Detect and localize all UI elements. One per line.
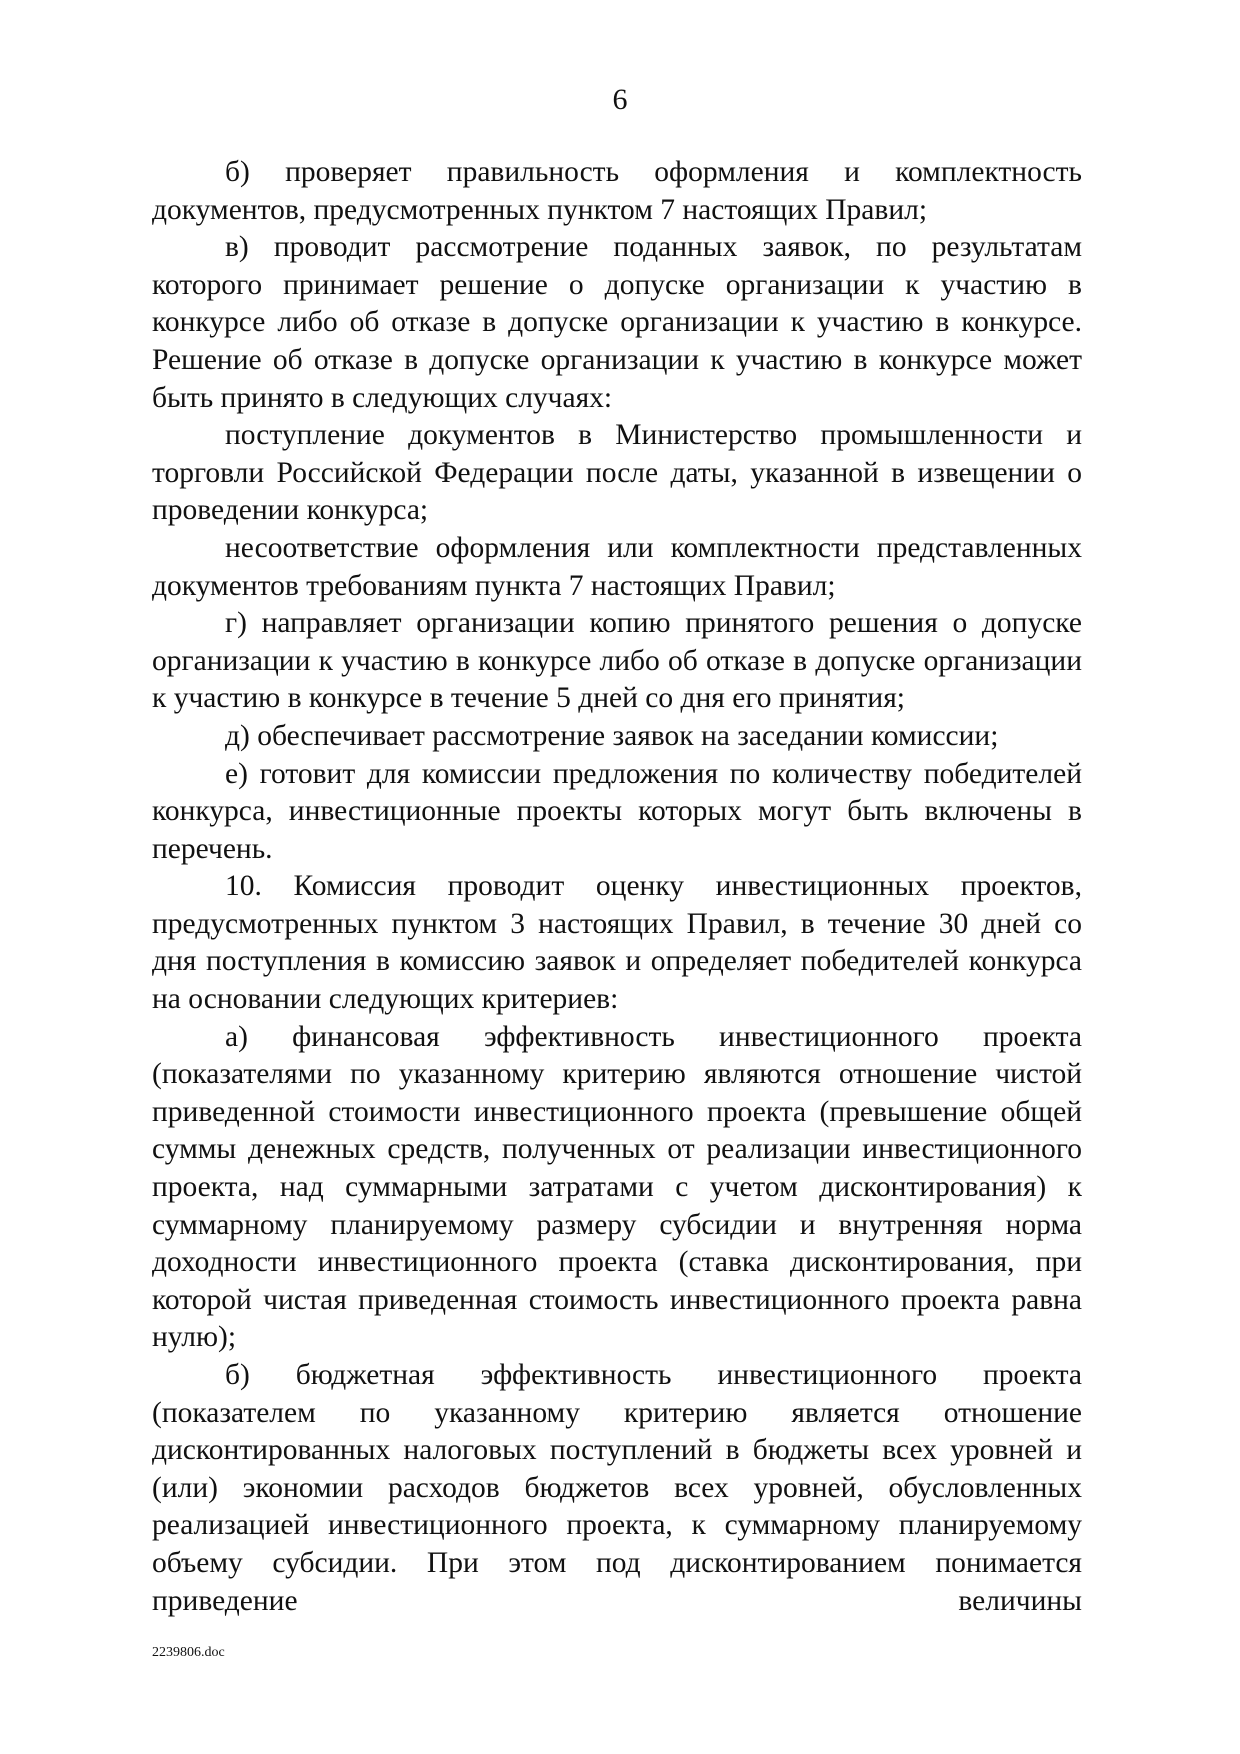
paragraph-case-1: поступление документов в Министерство промышленности и торговли Российской Федерации после даты, указанной в извещении о проведении конкурса; xyxy=(152,419,1082,527)
paragraph-case-2: несоответствие оформления или комплектности представленных документов требованиям пункта 7 настоящих Правил; xyxy=(152,531,1082,602)
page-number: 6 xyxy=(612,83,628,116)
document-body xyxy=(152,154,1082,1620)
paragraph-9e: е) готовит для комиссии предложения по количеству победителей конкурса, инвестиционные проекты которых могут быть включены в перечень. xyxy=(152,757,1082,865)
paragraph-9b: б) проверяет правильность оформления и комплектность документов, предусмотренных пунктом 7 настоящих Правил; xyxy=(152,156,1082,226)
paragraph-9d: д) обеспечивает рассмотрение заявок на заседании комиссии; xyxy=(225,719,999,752)
paragraph-10: 10. Комиссия проводит оценку инвестиционных проектов, предусмотренных пунктом 3 настоящих Правил, в течение 30 дней со дня поступления в комиссию заявок и определяет победителей конкурса на основании следующих критериев: xyxy=(152,870,1082,1016)
paragraph-10a: а) финансовая эффективность инвестиционного проекта (показателями по указанному критерию являются отношение чистой приведенной стоимости инвестиционного проекта (превышение общей суммы денежных средств, полученных от реализации инвестиционного проекта, над суммарными затратами с учетом дисконтирования) к суммарному планируемому размеру субсидии и внутренняя норма доходности инвестиционного проекта (ставка дисконтирования, при которой чистая приведенная стоимость инвестиционного проекта равна нулю); xyxy=(152,1020,1082,1354)
paragraph-9g: г) направляет организации копию принятого решения о допуске организации к участию в конкурсе либо об отказе в допуске организации к участию в конкурсе в течение 5 дней со дня его принятия; xyxy=(152,607,1082,715)
document-file-code: 2239806.doc xyxy=(152,1645,225,1660)
paragraph-10b: б) бюджетная эффективность инвестиционного проекта (показателем по указанному критерию является отношение дисконтированных налоговых поступлений в бюджеты всех уровней и (или) экономии расходов бюджетов всех уровней, обусловленных реализацией инвестиционного проекта, к суммарному планируемому объему субсидии. При этом под дисконтированием понимается приведение величины xyxy=(152,1359,1082,1617)
paragraph-9v: в) проводит рассмотрение поданных заявок, по результатам которого принимает решение о допуске организации к участию в конкурсе либо об отказе в допуске организации к участию в конкурсе. Решение об отказе в допуске организации к участию в конкурсе может быть принято в следующих случаях: xyxy=(152,231,1082,414)
